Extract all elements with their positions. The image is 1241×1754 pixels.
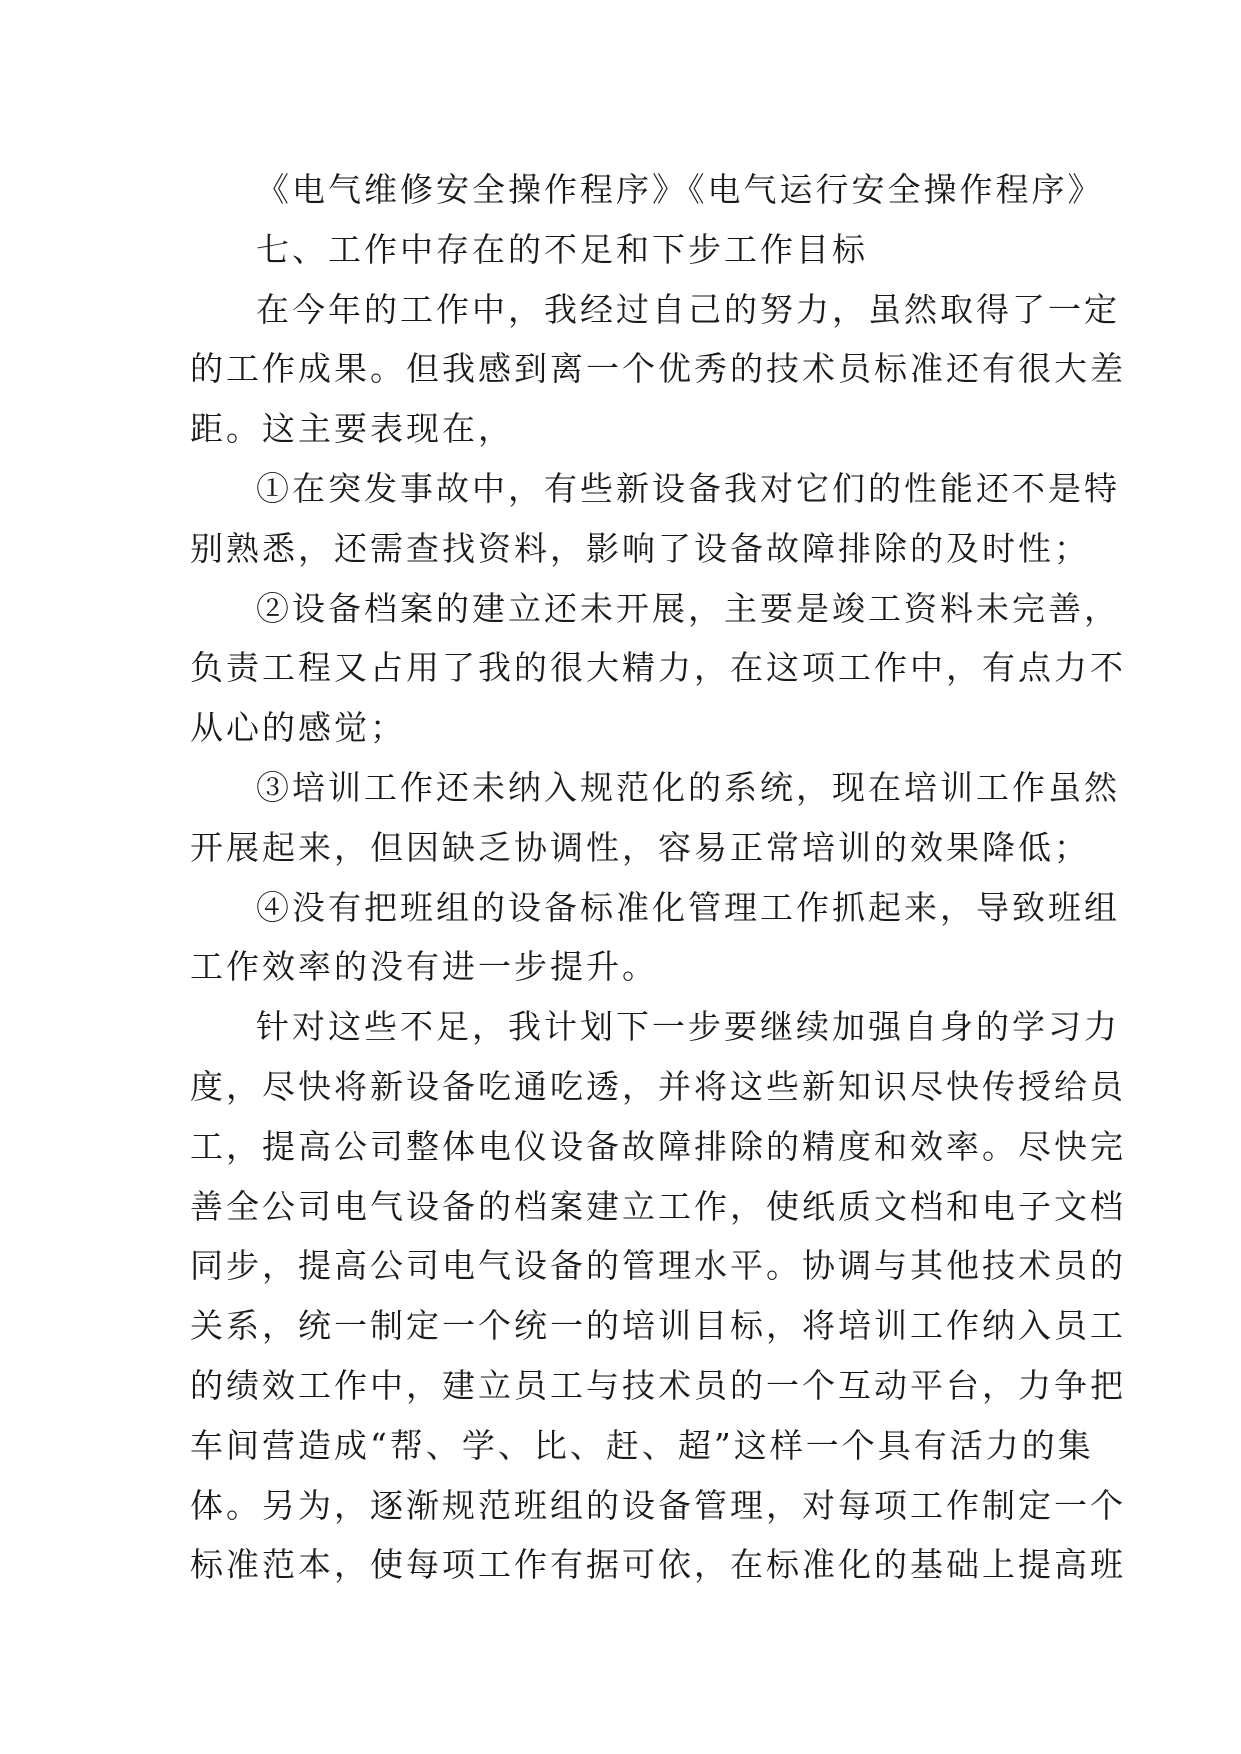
text-line: 距。这主要表现在， (190, 409, 514, 449)
text-line: ③培训工作还未纳入规范化的系统，现在培训工作虽然 (256, 767, 1120, 807)
text-line: ①在突发事故中，有些新设备我对它们的性能还不是特 (256, 468, 1120, 508)
text-line: 体。另为，逐渐规范班组的设备管理，对每项工作制定一个 (190, 1485, 1126, 1525)
text-line: 关系，统一制定一个统一的培训目标，将培训工作纳入员工 (190, 1306, 1126, 1346)
text-line: 的绩效工作中，建立员工与技术员的一个互动平台，力争把 (190, 1365, 1126, 1405)
text-line: 度，尽快将新设备吃通吃透，并将这些新知识尽快传授给员 (190, 1066, 1126, 1106)
text-line: 在今年的工作中，我经过自己的努力，虽然取得了一定 (256, 289, 1120, 329)
text-line: 善全公司电气设备的档案建立工作，使纸质文档和电子文档 (190, 1186, 1126, 1226)
text-line: 的工作成果。但我感到离一个优秀的技术员标准还有很大差 (190, 349, 1126, 389)
text-line: ④没有把班组的设备标准化管理工作抓起来，导致班组 (256, 887, 1120, 927)
text-line: 负责工程又占用了我的很大精力，在这项工作中，有点力不 (190, 648, 1126, 688)
text-line: 开展起来，但因缺乏协调性，容易正常培训的效果降低； (190, 827, 1090, 867)
text-line: 车间营造成“帮、学、比、赶、超”这样一个具有活力的集 (190, 1425, 1094, 1465)
text-line: 工，提高公司整体电仪设备故障排除的精度和效率。尽快完 (190, 1126, 1126, 1166)
text-line: 针对这些不足，我计划下一步要继续加强自身的学习力 (256, 1007, 1120, 1047)
text-line: 标准范本，使每项工作有据可依，在标准化的基础上提高班 (190, 1545, 1126, 1585)
text-line: 从心的感觉； (190, 708, 406, 748)
text-line: ②设备档案的建立还未开展，主要是竣工资料未完善， (256, 588, 1120, 628)
text-line: 七、工作中存在的不足和下步工作目标 (256, 229, 868, 269)
text-line: 同步，提高公司电气设备的管理水平。协调与其他技术员的 (190, 1246, 1126, 1286)
body-text (190, 160, 1126, 1595)
text-line: 工作效率的没有进一步提升。 (190, 947, 658, 987)
text-line: 《电气维修安全操作程序》《电气运行安全操作程序》 (256, 170, 1104, 209)
text-line: 别熟悉，还需查找资料，影响了设备故障排除的及时性； (190, 528, 1090, 568)
